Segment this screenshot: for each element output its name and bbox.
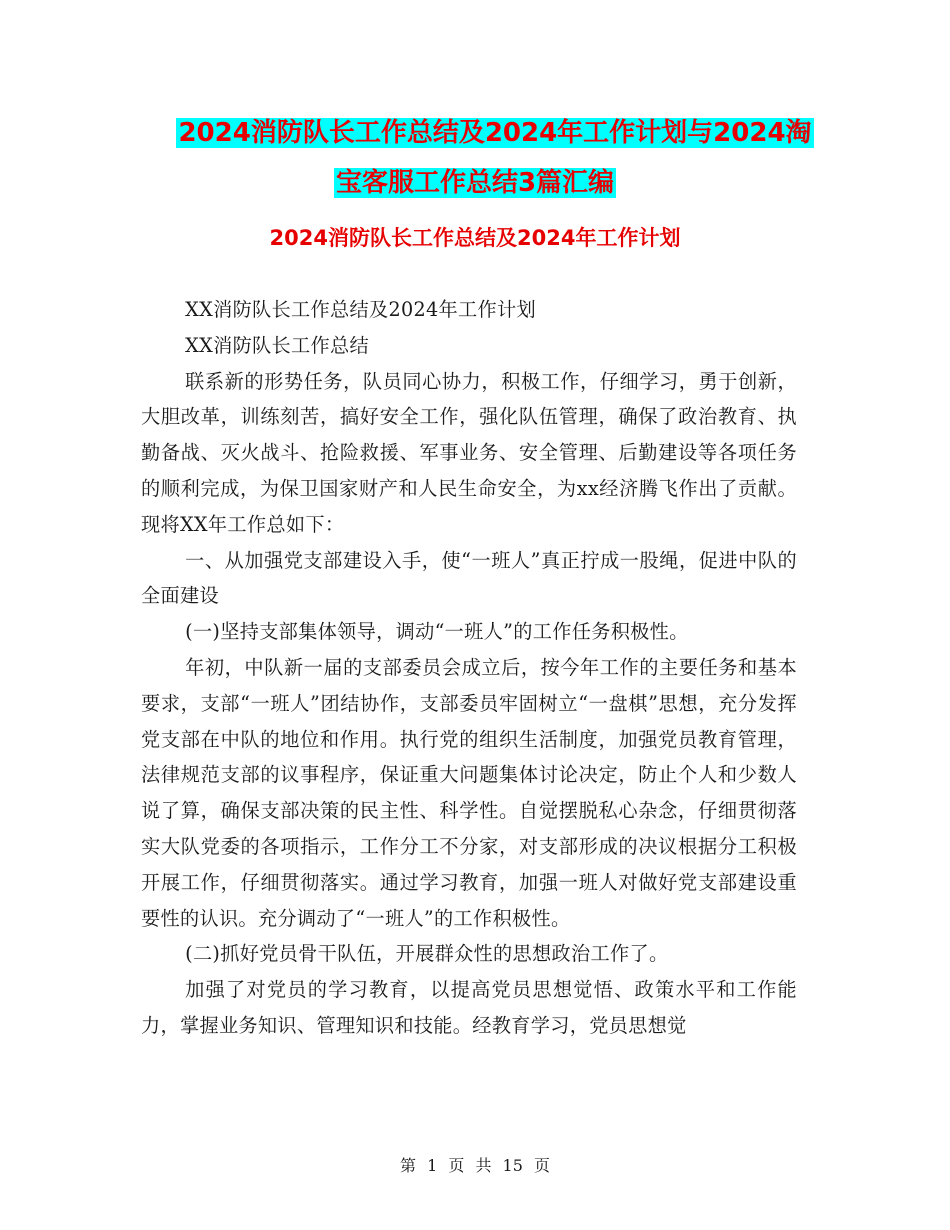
- paragraph: 联系新的形势任务，队员同心协力，积极工作，仔细学习，勇于创新，大胆改革，训练刻苦，搞好安全工作，强化队伍管理，确保了政治教育、执勤备战、灭火战斗、抢险救援、军事业务、安全管理、后勤建设等各项任务的顺利完成，为保卫国家财产和人民生命安全，为xx经济腾飞作出了贡献。现将XX年工作总如下：: [141, 369, 797, 536]
- paragraph: 加强了对党员的学习教育，以提高党员思想觉悟、政策水平和工作能力，掌握业务知识、管理知识和技能。经教育学习，党员思想觉: [141, 978, 797, 1037]
- paragraph: (一)坚持支部集体领导，调动“一班人”的工作任务积极性。: [185, 620, 689, 644]
- document-title: [0, 108, 950, 208]
- paragraph: XX消防队长工作总结: [185, 333, 369, 357]
- paragraph: 一、从加强党支部建设入手，使“一班人”真正拧成一股绳，促进中队的全面建设: [141, 548, 797, 608]
- paragraph: (二)抓好党员骨干队伍，开展群众性的思想政治工作了。: [185, 942, 669, 966]
- document-title-line-1: 2024消防队长工作总结及2024年工作计划与2024淘: [178, 118, 812, 148]
- paragraph: 年初，中队新一届的支部委员会成立后，按今年工作的主要任务和基本要求，支部“一班人”团结协作，支部委员牢固树立“一盘棋”思想，充分发挥党支部在中队的地位和作用。执行党的组织生活制度，加强党员教育管理，法律规范支部的议事程序，保证重大问题集体讨论决定，防止个人和少数人说了算，确保支部决策的民主性、科学性。自觉摆脱私心杂念，仔细贯彻落实大队党委的各项指示，工作分工不分家，对支部形成的决议根据分工积极开展工作，仔细贯彻落实。通过学习教育，加强一班人对做好党支部建设重要性的认识。充分调动了“一班人”的工作积极性。: [141, 655, 797, 930]
- document-title-line-2: 宝客服工作总结3篇汇编: [335, 168, 615, 198]
- page-number-footer: 第 1 页 共 15 页: [400, 1156, 550, 1175]
- document-body: [141, 292, 797, 1044]
- section-title: 2024消防队长工作总结及2024年工作计划: [269, 226, 681, 250]
- paragraph: XX消防队长工作总结及2024年工作计划: [185, 298, 536, 321]
